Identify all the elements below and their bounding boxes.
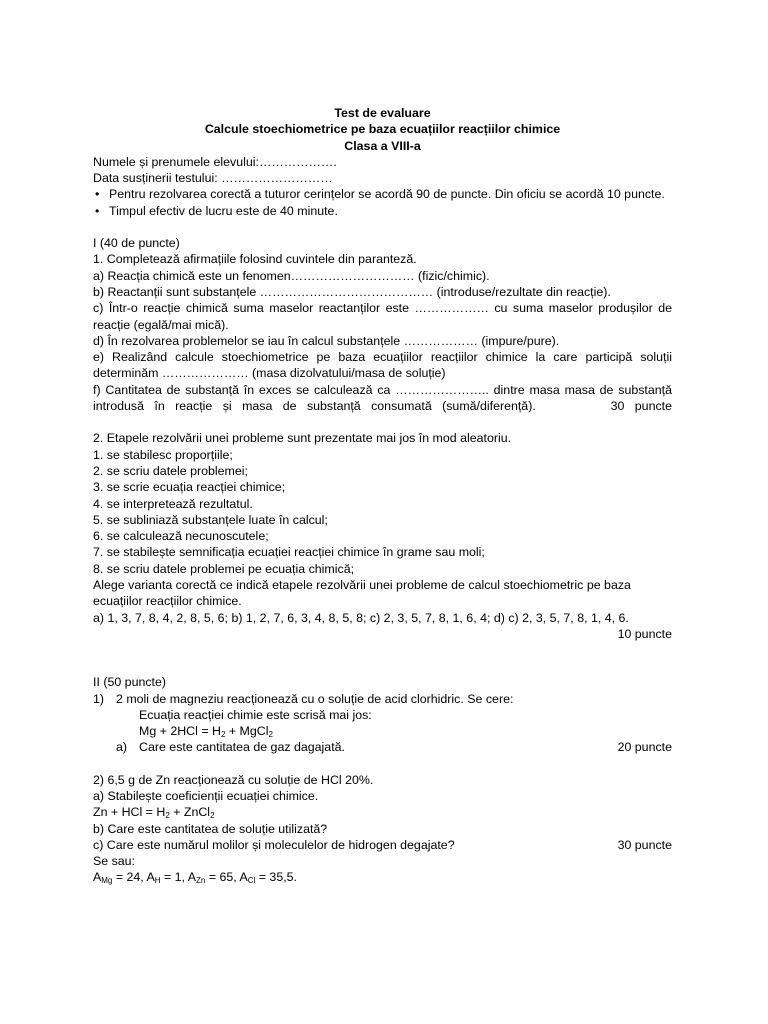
q2-step: 1. se stabilesc proporțiile; <box>93 447 233 462</box>
p2-question-a: a) Stabilește coeficienții ecuației chimice. <box>93 788 319 803</box>
atomic-masses: $A_{Mg} = 24$, $A_H = 1$, $A_{Zn} = 65$, $A_{Cl} = 35,5$. <box>93 870 297 886</box>
test-grade: Clasa a VIII-a <box>344 138 421 153</box>
q2-points: 10 puncte <box>617 626 672 641</box>
p1-question-a: a) Care este cantitatea de gaz dagajată. 20 puncte <box>116 740 672 755</box>
test-subtitle: Calcule stoechiometrice pe baza ecuațiilor reacțiilor chimice <box>204 122 561 137</box>
p1-equation-intro: Ecuația reacției chimie este scrisă mai jos: <box>139 707 372 722</box>
q1-item-b: b) Reactanții sunt substanțele …………………………………… (introduse/rezultate din reacție). <box>93 284 611 299</box>
q1-item-c: c) Într-o reacție chimică suma maselor reactanților este ……………… cu suma maselor produșilor de reacție (egală/mai mică). <box>93 301 672 332</box>
scoring-note: • Pentru rezolvarea corectă a tuturor cerințelor se acordă 90 de puncte. Din oficiu se acordă 10 puncte. <box>93 186 672 202</box>
student-name-line: Numele și prenumele elevului:………………. <box>93 154 337 169</box>
q1-item-e: e) Realizând calcule stoechiometrice pe baza ecuațiilor reacțiilor chimice la care participă soluții determinăm ………………… (masa dizolvatului/masa de soluție) <box>93 350 672 381</box>
q2-step: 5. se subliniază substanțele luate în calcul; <box>93 512 328 527</box>
q2-step: 2. se scriu datele problemei; <box>93 463 248 478</box>
q2-step-list <box>93 447 672 577</box>
p1-statement: 1) 2 moli de magneziu reacționează cu o soluție de acid clorhidric. Se cere: <box>93 691 514 706</box>
q1-item-d: d) În rezolvarea problemelor se iau în calcul substanțele ……………… (impure/pure). <box>93 333 560 348</box>
p2-statement: 2) 6,5 g de Zn reacționează cu soluție de HCl 20%. <box>93 772 374 787</box>
q1-prompt: 1. Completează afirmațiile folosind cuvintele din paranteză. <box>93 252 417 267</box>
q1-item-a: a) Reacția chimică este un fenomen………………………… (fizic/chimic). <box>93 268 490 283</box>
q2-step: 3. se scrie ecuația reacției chimice; <box>93 480 286 495</box>
q2-step: 7. se stabilește semnificația ecuației reacției chimice în grame sau moli; <box>93 545 485 560</box>
q2-step: 6. se calculează necunoscutele; <box>93 529 269 544</box>
time-note: • Timpul efectiv de lucru este de 40 minute. <box>93 203 672 219</box>
test-title: Test de evaluare <box>334 106 431 120</box>
q2-instruction: Alege varianta corectă ce indică etapele rezolvării unei probleme de calcul stoechiometric pe baza ecuațiilor reacțiilor chimice. <box>93 578 631 609</box>
p2-equation: Zn + HCl = $H_2$ + ZnCl$_2$ <box>93 805 215 821</box>
q2-step: 4. se interpretează rezultatul. <box>93 496 253 511</box>
q1-points: 30 puncte <box>610 399 672 414</box>
q1-item-f: f) Cantitatea de substanță în exces se calculează ca ………………….. dintre masa masa de substanță introdusă în reacție și masa de substanță consumată (sumă/diferență). 30 puncte <box>93 382 672 414</box>
part2-heading: II (50 puncte) <box>93 675 167 690</box>
p1-equation: $Mg + 2HCl = H_2$ + MgCl$_2$ <box>139 724 273 740</box>
test-date-line: Data susținerii testului: ……………………… <box>93 171 333 186</box>
q2-options: a) 1, 3, 7, 8, 4, 2, 8, 5, 6; b) 1, 2, 7, 6, 3, 4, 8, 5, 8; c) 2, 3, 5, 7, 8, 1, 6, 4; d) c) 2, 3, 5, 7, 8, 1, 4, 6. <box>93 610 629 625</box>
p1-points: 20 puncte <box>617 740 672 755</box>
given-label: Se sau: <box>93 854 136 869</box>
part1-heading: I (40 de puncte) <box>93 236 180 251</box>
q2-prompt: 2. Etapele rezolvării unei probleme sunt prezentate mai jos în mod aleatoriu. <box>93 431 512 446</box>
p2-question-c: c) Care este numărul molilor și moleculelor de hidrogen degajate? 30 puncte <box>93 837 672 852</box>
q2-step: 8. se scriu datele problemei pe ecuația chimică; <box>93 561 355 576</box>
p2-points: 30 puncte <box>617 837 672 852</box>
p2-question-b: b) Care este cantitatea de soluție utilizată? <box>93 821 328 836</box>
